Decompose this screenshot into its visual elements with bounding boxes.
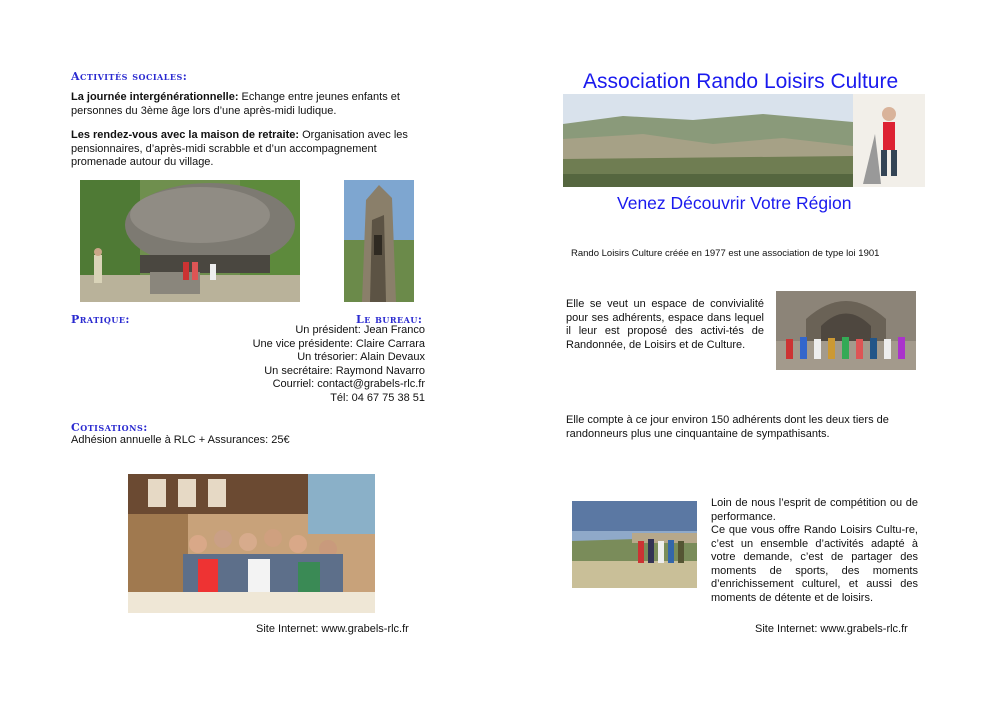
activite-maison-retraite [71, 129, 431, 170]
bureau-tresorier: Un trésorier: Alain Devaux [297, 351, 425, 364]
pratique-heading: Pratique: [71, 313, 130, 326]
paragraph-activites: Ce que vous offre Rando Loisirs Cultu-re, c’est un ensemble d’activités adapté à votre demande, c’est de partager des moments de sports, des moments d’enrichissement culturel, et aussi des moments de détente et de loisirs. [711, 524, 918, 604]
bureau-heading: Le bureau: [356, 313, 423, 326]
bureau-list [200, 324, 425, 406]
intro-text: Rando Loisirs Culture créée en 1977 est une association de type loi 1901 [571, 248, 880, 259]
right-site-internet: Site Internet: www.grabels-rlc.fr [755, 623, 908, 635]
cotisations-heading: Cotisations: [71, 421, 148, 434]
hikers-photo [572, 501, 697, 588]
activite-1-text: Echange entre jeunes enfants et personnes du 3ème âge lors d’une après-midi ludique. [71, 91, 400, 117]
paragraph-competition: Loin de nous l’esprit de compétition ou de performance. [711, 497, 918, 523]
boulder-photo [80, 180, 300, 302]
panorama-banner [563, 94, 925, 187]
restaurant-group-photo [128, 474, 375, 613]
bureau-secretaire: Un secrétaire: Raymond Navarro [264, 364, 425, 377]
bureau-vice-presidente: Une vice présidente: Claire Carrara [252, 337, 425, 350]
association-title: Association Rando Loisirs Culture [583, 70, 899, 93]
left-site-internet: Site Internet: www.grabels-rlc.fr [256, 623, 409, 635]
bureau-courriel: Courriel: contact@grabels-rlc.fr [272, 378, 425, 391]
activites-sociales-heading: Activités sociales: [71, 70, 188, 83]
bureau-president: Un président: Jean Franco [295, 324, 425, 336]
activite-2-title: Les rendez-vous avec la maison de retraite: [71, 129, 300, 141]
activite-2-text: Organisation avec les pensionnaires, d’après-midi scrabble et d’un accompagnement promenade autour du village. [71, 129, 408, 168]
cotisations-text: Adhésion annuelle à RLC + Assurances: 25€ [71, 434, 290, 446]
activite-1-title: La journée intergénérationnelle: [71, 91, 239, 103]
tower-ruin-photo [344, 180, 414, 302]
church-group-photo [776, 291, 916, 370]
activite-intergenerationnelle [71, 91, 431, 118]
paragraph-offre [711, 497, 918, 605]
bureau-telephone: Tél: 04 67 75 38 51 [330, 391, 425, 404]
subtitle: Venez Découvrir Votre Région [617, 193, 852, 213]
paragraph-adherents: Elle compte à ce jour environ 150 adhérents dont les deux tiers de randonneurs plus une cinquantaine de sympathisants. [566, 414, 889, 440]
paragraph-convivialite: Elle se veut un espace de convivialité pour ses adhérents, espace dans lequel il leur est proposé des activi-tés de Randonnée, de Loisirs et de Culture. [566, 298, 764, 351]
